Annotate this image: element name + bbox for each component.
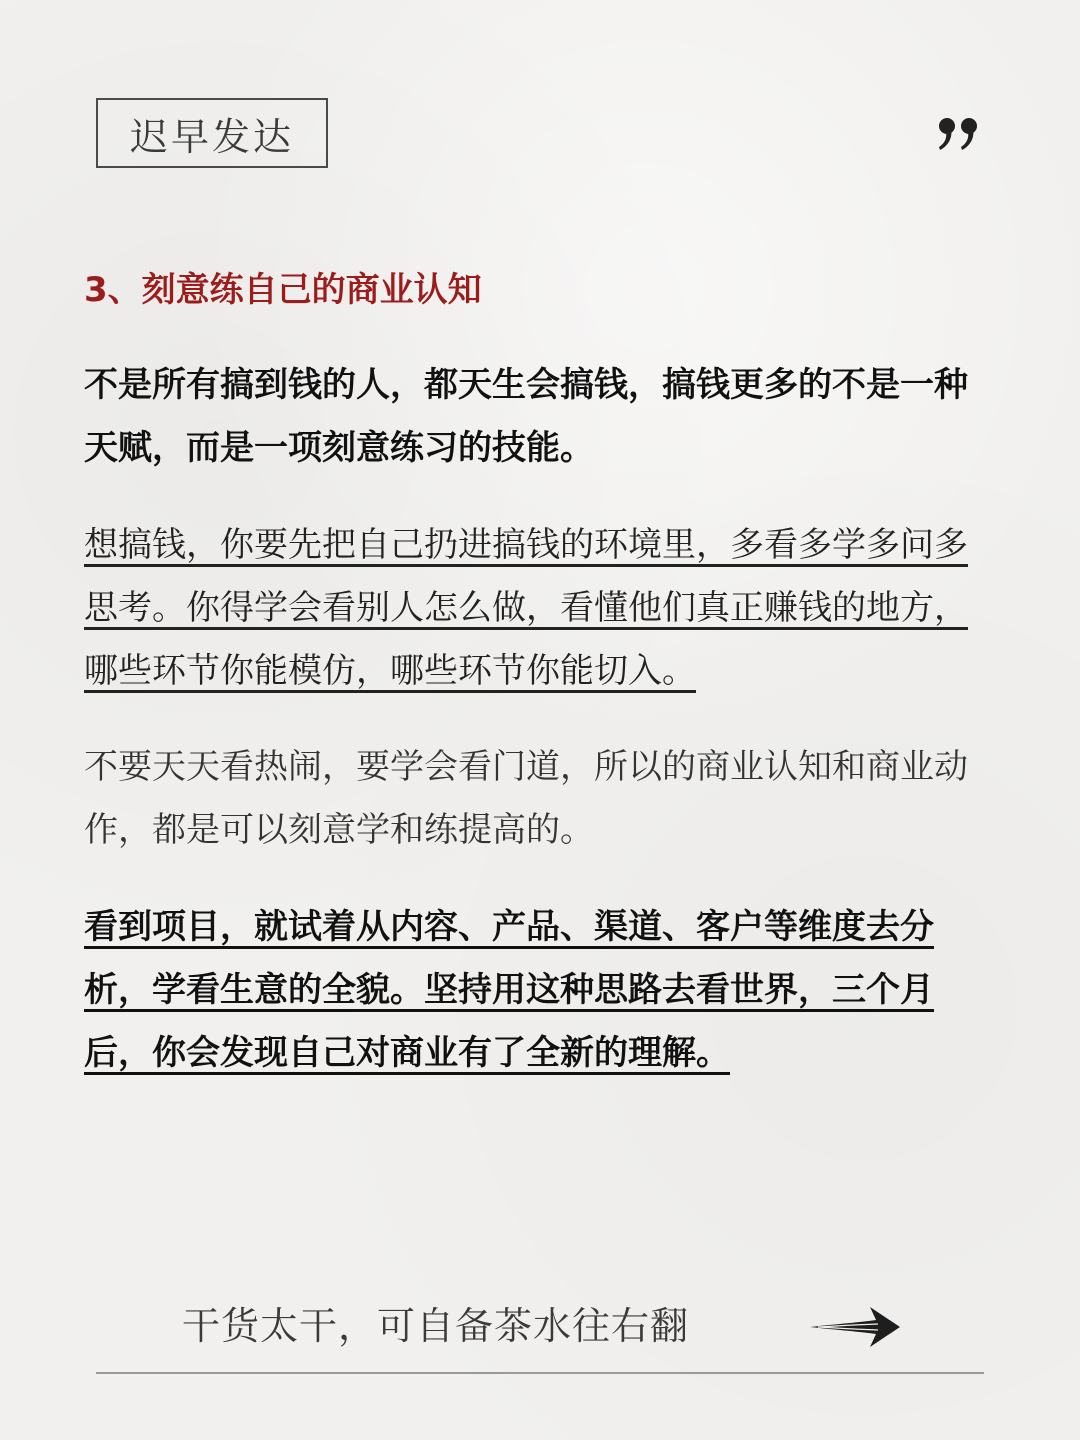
paragraph-4 (84, 896, 984, 1085)
paragraph-3-text: 不要天天看热闹，要学会看门道，所以的商业认知和商业动作，都是可以刻意学和练提高的。 (84, 747, 968, 850)
page-title-box (96, 98, 328, 168)
footer-divider (96, 1372, 984, 1374)
paragraph-1 (84, 354, 984, 480)
paragraph-3 (84, 736, 984, 862)
section-heading: 3、刻意练自己的商业认知 (84, 270, 482, 310)
closing-quote-icon (936, 112, 982, 158)
paragraph-1-text: 不是所有搞到钱的人，都天生会搞钱，搞钱更多的不是一种天赋，而是一项刻意练习的技能。 (84, 365, 968, 468)
paragraph-2-text: 想搞钱，你要先把自己扔进搞钱的环境里，多看多学多问多思考。你得学会看别人怎么做，看懂他们真正赚钱的地方，哪些环节你能模仿，哪些环节你能切入。 (84, 525, 968, 691)
paragraph-2 (84, 514, 984, 703)
footer-hint: 干货太干，可自备茶水往右翻 (182, 1304, 690, 1348)
right-arrow-icon[interactable] (808, 1302, 902, 1352)
page-title: 迟早发达 (129, 114, 294, 159)
paragraph-4-text: 看到项目，就试着从内容、产品、渠道、客户等维度去分析，学看生意的全貌。坚持用这种思路去看世界，三个月后，你会发现自己对商业有了全新的理解。 (84, 907, 934, 1073)
